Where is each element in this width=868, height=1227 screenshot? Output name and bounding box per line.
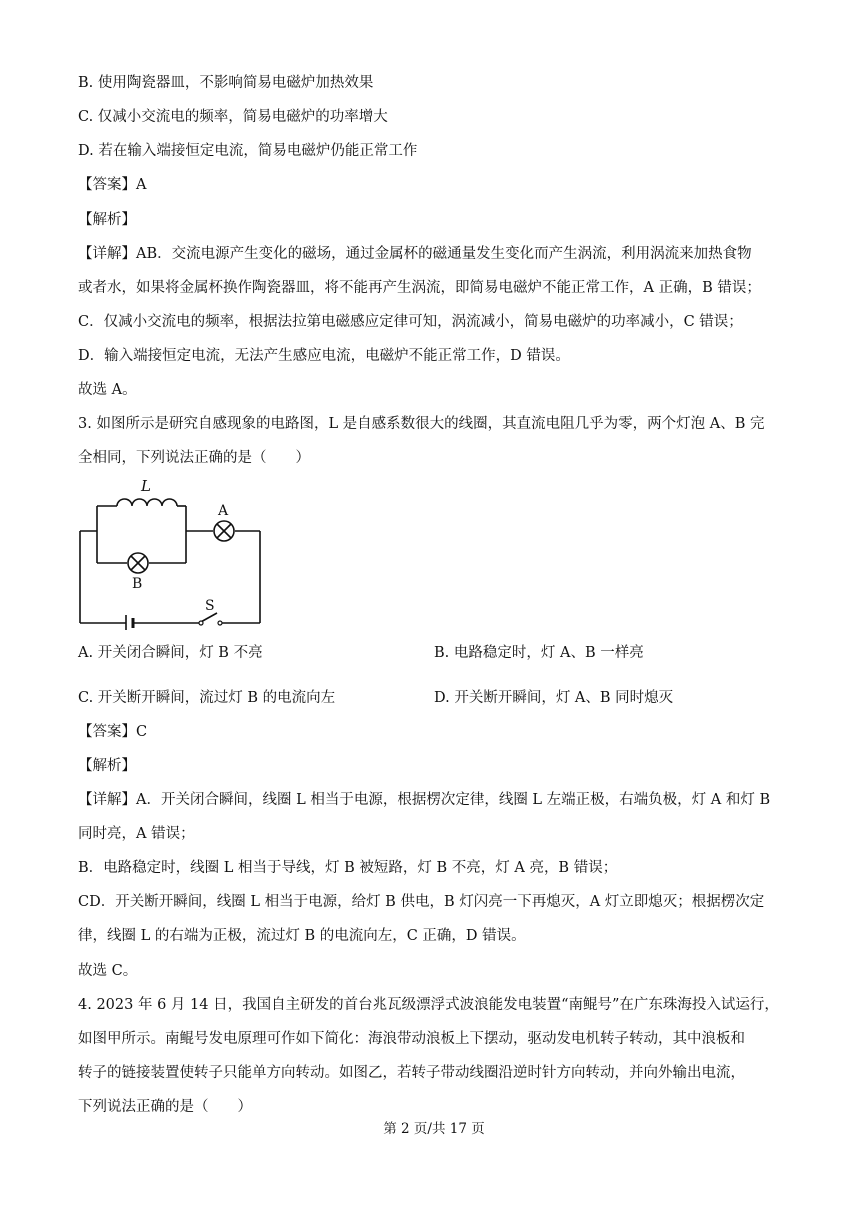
q4-stem-line: 下列说法正确的是（ ） bbox=[78, 1099, 252, 1115]
q3-detail-line: 【详解】A．开关闭合瞬间，线圈 L 相当于电源，根据楞次定律，线圈 L 左端正极，右端负极，灯 A 和灯 B bbox=[78, 792, 771, 808]
q3-stem-line: 全相同，下列说法正确的是（ ） bbox=[78, 450, 310, 466]
q2-conclusion: 故选 A。 bbox=[78, 382, 137, 398]
q3-detail-line: 同时亮，A 错误； bbox=[78, 826, 195, 842]
q4-stem-line: 如图甲所示。南鲲号发电原理可作如下简化：海浪带动浪板上下摆动，驱动发电机转子转动，其中浪板和 bbox=[78, 1031, 745, 1047]
q2-option-c: C. 仅减小交流电的频率，简易电磁炉的功率增大 bbox=[78, 109, 388, 125]
q4-stem-line: 4. 2023 年 6 月 14 日，我国自主研发的首台兆瓦级漂浮式波浪能发电装置“南鲲号”在广东珠海投入试运行， bbox=[78, 997, 779, 1013]
circuit-label-a: A bbox=[218, 503, 229, 519]
q3-option-a: A. 开关闭合瞬间，灯 B 不亮 bbox=[78, 645, 263, 661]
q3-stem-line: 3. 如图所示是研究自感现象的电路图，L 是自感系数很大的线圈，其直流电阻几乎为零，两个灯泡 A、B 完 bbox=[78, 416, 765, 432]
q2-detail-line: D．输入端接恒定电流，无法产生感应电流，电磁炉不能正常工作，D 错误。 bbox=[78, 348, 570, 364]
q3-option-d: D. 开关断开瞬间，灯 A、B 同时熄灭 bbox=[434, 690, 674, 706]
q4-stem-line: 转子的链接装置使转子只能单方向转动。如图乙，若转子带动线圈沿逆时针方向转动，并向外输出电流， bbox=[78, 1065, 745, 1081]
circuit-label-l: L bbox=[141, 477, 151, 495]
q3-detail-line: 律，线圈 L 的右端为正极，流过灯 B 的电流向左，C 正确，D 错误。 bbox=[78, 928, 526, 944]
q2-detail-line: C．仅减小交流电的频率，根据法拉第电磁感应定律可知，涡流减小，简易电磁炉的功率减小，C 错误； bbox=[78, 314, 743, 330]
q2-detail-line: 【详解】AB．交流电源产生变化的磁场，通过金属杯的磁通量发生变化而产生涡流，利用涡流来加热食物 bbox=[78, 246, 752, 262]
q3-option-c: C. 开关断开瞬间，流过灯 B 的电流向左 bbox=[78, 690, 336, 706]
q3-analysis-label: 【解析】 bbox=[78, 758, 136, 774]
q3-answer: 【答案】C bbox=[78, 724, 148, 740]
q3-detail-line: B．电路稳定时，线圈 L 相当于导线，灯 B 被短路，灯 B 不亮，灯 A 亮，B 错误； bbox=[78, 860, 618, 876]
q2-answer: 【答案】A bbox=[78, 177, 147, 193]
q2-detail-line: 或者水，如果将金属杯换作陶瓷器皿，将不能再产生涡流，即简易电磁炉不能正常工作，A 正确，B 错误； bbox=[78, 280, 761, 296]
q2-option-d: D. 若在输入端接恒定电流，简易电磁炉仍能正常工作 bbox=[78, 143, 418, 159]
q2-option-b: B. 使用陶瓷器皿，不影响简易电磁炉加热效果 bbox=[78, 75, 374, 91]
circuit-label-b: B bbox=[132, 576, 143, 592]
page-footer: 第 2 页/共 17 页 bbox=[383, 1121, 485, 1137]
q3-circuit-diagram bbox=[70, 470, 270, 630]
q3-conclusion: 故选 C。 bbox=[78, 963, 138, 979]
circuit-label-s: S bbox=[205, 598, 215, 614]
q3-detail-line: CD．开关断开瞬间，线圈 L 相当于电源，给灯 B 供电，B 灯闪亮一下再熄灭，A 灯立即熄灭；根据楞次定 bbox=[78, 894, 765, 910]
q2-analysis-label: 【解析】 bbox=[78, 212, 136, 228]
q3-option-b: B. 电路稳定时，灯 A、B 一样亮 bbox=[434, 645, 644, 661]
